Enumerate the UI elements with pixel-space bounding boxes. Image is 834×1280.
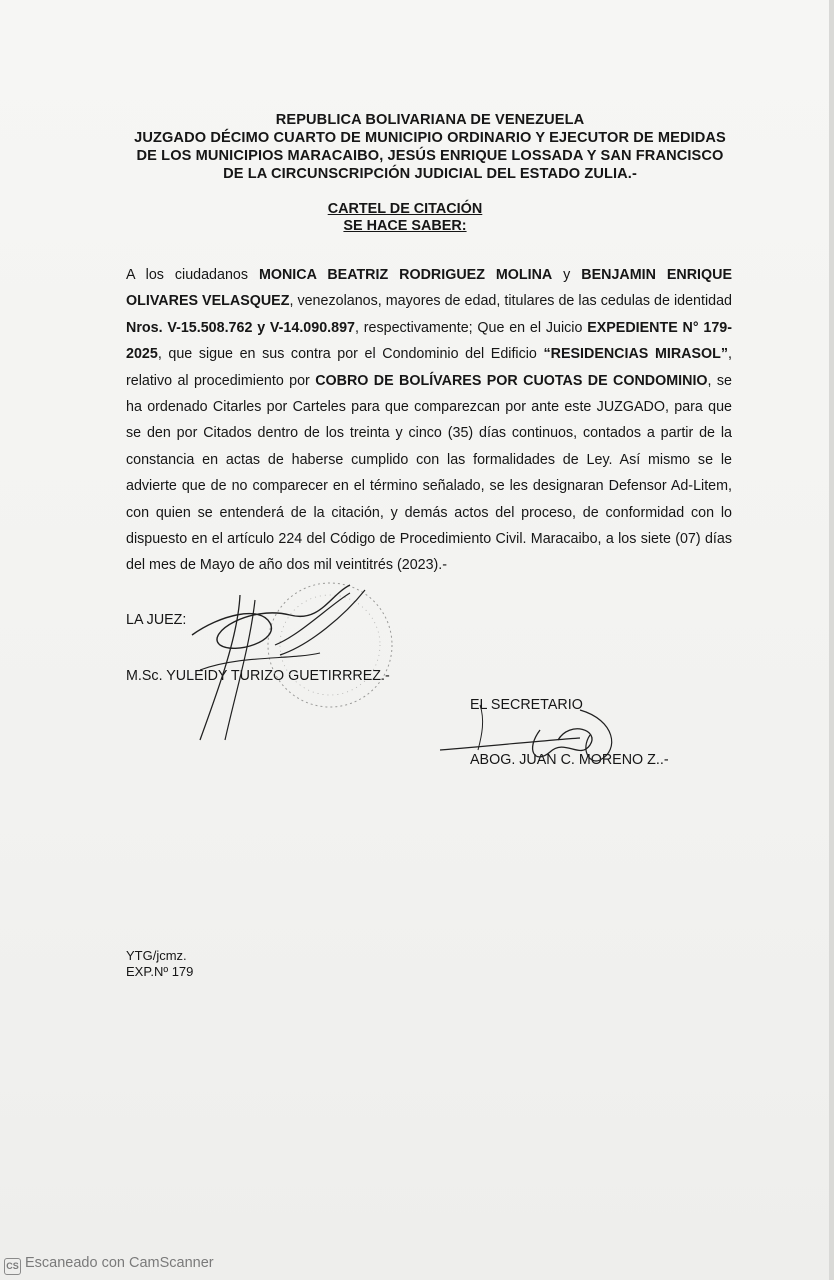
watermark-text: Escaneado con CamScanner xyxy=(25,1255,214,1271)
page-edge xyxy=(829,0,834,1280)
header-republic: REPUBLICA BOLIVARIANA DE VENEZUELA xyxy=(275,112,585,128)
claim-type: COBRO DE BOLÍVARES POR CUOTAS DE CONDOMINIO xyxy=(315,372,708,389)
secretary-signature-icon xyxy=(440,690,640,780)
defendant-2: BENJAMIN ENRIQUE OLIVARES VELASQUEZ xyxy=(126,267,733,310)
case-number: EXPEDIENTE N° 179-2025 xyxy=(126,319,732,363)
building-name: “RESIDENCIAS MIRASOL” xyxy=(543,346,729,363)
secretary-name: ABOG. JUAN C. MORENO Z..- xyxy=(470,752,669,768)
body-text: , que sigue en sus contra por el Condominio del Edificio xyxy=(157,346,544,363)
body-text: , venezolanos, mayores de edad, titulares de las cedulas de identidad xyxy=(289,293,733,310)
footer-exp-number: EXP.Nº 179 xyxy=(126,964,194,979)
body-text: , respectivamente; Que en el Juicio xyxy=(355,319,588,336)
body-text: , se ha ordenado Citarles por Carteles para que comparezcan por ante este JUZGADO, para que se den por Citados dentro de los treinta y cinco (35) días continuos, contados a partir de la constancia en actas de haberse cumplido con las formalidades de Ley. Así mismo se le advierte que de no comparecer en el término señalado, se les designaran Defensor Ad-Litem, con quien se entenderá de la citación, y demás actos del proceso, de conformidad con lo dispuesto en el artículo 224 del Código de Procedimiento Civil. Maracaibo, a los siete (07) días del mes de Mayo de año dos mil veintitrés (2023).- xyxy=(126,372,732,574)
judge-signature-icon xyxy=(180,575,410,745)
judge-label: LA JUEZ: xyxy=(126,612,187,628)
header-court: JUZGADO DÉCIMO CUARTO DE MUNICIPIO ORDINARIO Y EJECUTOR DE MEDIDAS xyxy=(134,130,726,146)
defendant-1: MONICA BEATRIZ RODRIGUEZ MOLINA xyxy=(258,267,553,283)
secretary-label: EL SECRETARIO xyxy=(470,697,583,713)
camscanner-watermark xyxy=(4,1255,214,1275)
document-title: CARTEL DE CITACIÓN xyxy=(327,201,483,217)
judge-name: M.Sc. YULEIDY TURIZO GUETIRRREZ.- xyxy=(126,668,390,684)
footer-initials: YTG/jcmz. xyxy=(126,948,187,963)
document-subtitle: SE HACE SABER: xyxy=(343,218,467,234)
body-text: , relativo al procedimiento por xyxy=(126,346,732,389)
body-text: A los ciudadanos xyxy=(126,267,259,283)
id-numbers: Nros. V-15.508.762 y V-14.090.897 xyxy=(126,319,355,336)
header-circumscription: DE LA CIRCUNSCRIPCIÓN JUDICIAL DEL ESTADO ZULIA.- xyxy=(223,166,637,182)
header-municipalities: DE LOS MUNICIPIOS MARACAIBO, JESÚS ENRIQUE LOSSADA Y SAN FRANCISCO xyxy=(136,148,724,164)
camscanner-logo-icon: CS xyxy=(4,1258,21,1275)
citation-body xyxy=(126,262,732,579)
body-text: y xyxy=(552,267,582,283)
